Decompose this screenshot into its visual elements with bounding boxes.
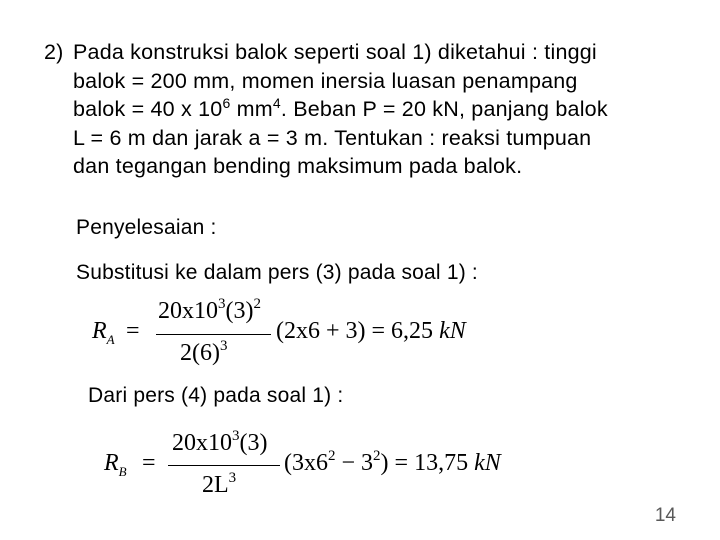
problem-line-5: dan tegangan bending maksimum pada balok.: [73, 154, 523, 179]
equation-rb: [104, 424, 564, 504]
equals-sign: =: [126, 318, 140, 344]
exponent-6: 6: [222, 95, 231, 112]
lhs-symbol: R: [92, 318, 107, 344]
unit: kN: [439, 318, 466, 344]
page-number: 14: [654, 505, 676, 526]
numerator-part-b: (3): [239, 430, 268, 456]
problem-line-4: L = 6 m dan jarak a = 3 m. Tentukan : reaksi tumpuan: [73, 125, 592, 150]
problem-line-3-c: . Beban P = 20 kN, panjang balok: [280, 97, 608, 122]
fraction-denominator: [202, 472, 236, 499]
rest-part-a: (3x6: [284, 450, 328, 476]
denominator-part-a: 2(6): [180, 340, 220, 366]
denominator-exp: 3: [219, 338, 228, 354]
lhs-subscript: A: [106, 332, 115, 347]
denominator-part-a: 2L: [202, 472, 229, 498]
equation-ra: [92, 294, 512, 370]
fraction-numerator: [158, 298, 261, 325]
problem-line-2: balok = 200 mm, momen inersia luasan penampang: [73, 68, 578, 93]
lhs-subscript: B: [118, 464, 127, 479]
equation-ra-lhs: [92, 318, 115, 345]
rest-part-b: − 3: [335, 450, 374, 476]
unit: kN: [474, 450, 501, 476]
lhs-symbol: R: [104, 450, 119, 476]
exponent-4: 4: [272, 95, 281, 112]
rest-part-c: ) = 13,75: [380, 450, 475, 476]
fraction-denominator: [180, 340, 227, 367]
equals-sign: =: [142, 450, 156, 476]
step2-text: Dari pers (4) pada soal 1) :: [88, 384, 344, 407]
equation-rb-lhs: [104, 450, 127, 477]
rest-expression: (2x6 + 3) = 6,25: [276, 318, 440, 344]
problem-statement: [44, 38, 684, 181]
numerator-part-a: 20x10: [158, 298, 218, 324]
equation-ra-rest: [276, 318, 466, 345]
step1-text: Substitusi ke dalam pers (3) pada soal 1) :: [76, 261, 478, 284]
solution-heading: Penyelesaian :: [76, 216, 217, 239]
fraction-bar: [156, 334, 271, 335]
rest-exp-1: 2: [328, 448, 336, 464]
numerator-exp-2: 2: [253, 296, 261, 312]
problem-line-3: [44, 95, 684, 124]
problem-number: 2): [44, 40, 64, 64]
fraction-bar: [168, 465, 280, 466]
problem-line-3-b: mm: [230, 97, 273, 122]
rest-exp-2: 2: [373, 448, 381, 464]
equation-rb-rest: [284, 450, 501, 477]
numerator-part-a: 20x10: [172, 430, 232, 456]
problem-line-1: Pada konstruksi balok seperti soal 1) diketahui : tinggi: [73, 40, 597, 64]
problem-line-3-a: balok = 40 x 10: [73, 97, 223, 122]
denominator-exp: 3: [228, 470, 237, 486]
numerator-part-b: (3): [225, 298, 254, 324]
numerator-exp-1: 3: [218, 296, 226, 312]
numerator-exp-1: 3: [232, 428, 240, 444]
fraction-numerator: [172, 430, 267, 457]
